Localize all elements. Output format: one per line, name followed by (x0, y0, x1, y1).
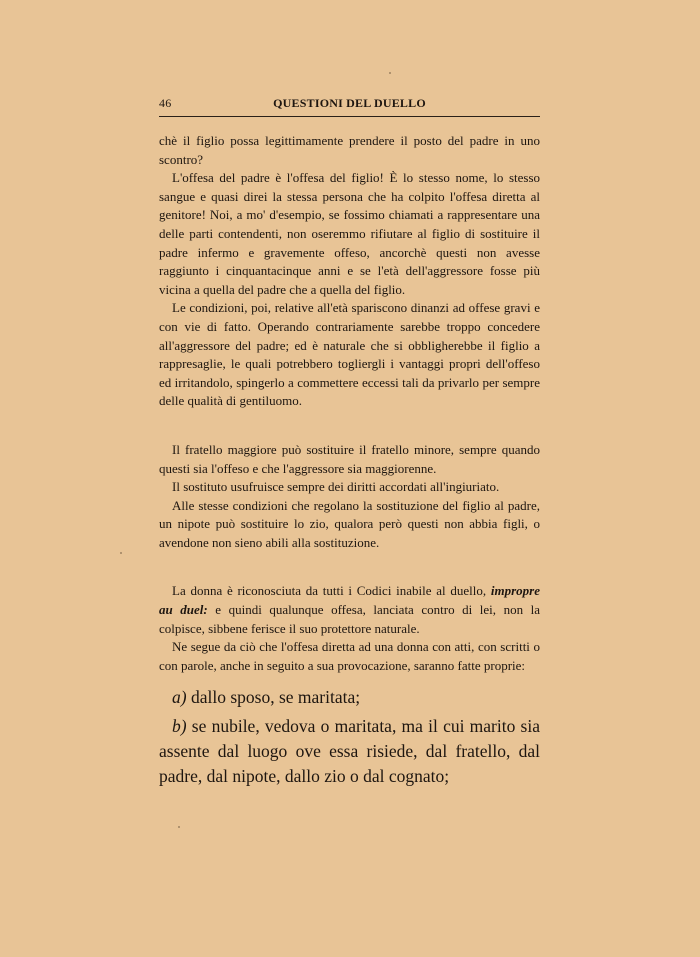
running-header (159, 96, 540, 117)
paragraph-8: Ne segue da ciò che l'offesa diretta ad una donna con atti, con scritti o con parole, anche in seguito a sua provocazione, saranno fatte proprie: (159, 639, 540, 673)
running-title: QUESTIONI DEL DUELLO (273, 96, 426, 110)
paragraph-7-start: La donna è riconosciuta da tutti i Codici inabile al duello, (172, 583, 487, 599)
list-text-a: dallo sposo, se maritata; (190, 687, 361, 708)
paragraph-7-emphasis: impropre au duel: (159, 583, 541, 618)
list-item-a (159, 685, 540, 710)
paragraph-7 (159, 582, 540, 638)
paragraph-3: Le condizioni, poi, relative all'età spariscono dinanzi ad offese gravi e con vie di fatto. Operando contrariamente sarebbe troppo concedere all'aggressore del padre; ed è naturale che si obbligherebbe il figlio a rappresaglie, le quali potrebbero togliergli i vantaggi propri dell'offeso ed irritandolo, spingerlo a commettere eccessi tali da privarlo per sempre delle qualità di gentiluomo. (159, 300, 540, 409)
page-number: 46 (159, 96, 172, 110)
paper-speck (389, 72, 391, 74)
paragraph-5: Il sostituto usufruisce sempre dei diritti accordati all'ingiuriato. (172, 479, 500, 495)
paper-speck (120, 552, 122, 554)
paragraph-2: L'offesa del padre è l'offesa del figlio! È lo stesso nome, lo stesso sangue e quasi direi la stessa persona che ha colpito l'offesa diretta al genitore! Noi, a mo' d'esempio, se fossimo chiamati a rappresentare una delle parti contendenti, non oseremmo rifiutare al figlio di sostituire il padre infermo e gravemente offeso, ancorchè questi non avesse raggiunto i cinquantacinque anni e se l'età dell'aggressore fosse più vicina a quella del padre che a quella del figlio. (159, 170, 540, 297)
list-text-b: se nubile, vedova o maritata, ma il cui marito sia assente dal luogo ove essa risiede, dal fratello, dal padre, dal nipote, dallo zio o dal cognato; (159, 716, 540, 787)
page-body (159, 132, 540, 793)
list-marker-a: a) (172, 687, 187, 708)
enumerated-list (159, 685, 540, 789)
paragraph-7-end: e quindi qualunque offesa, lanciata contro di lei, non la colpisce, sibbene ferisce il suo protettore naturale. (159, 602, 541, 636)
section-gap (159, 552, 540, 582)
paper-speck (178, 826, 180, 828)
paragraph-4: Il fratello maggiore può sostituire il fratello minore, sempre quando questi sia l'offeso e che l'aggressore sia maggiorenne. (159, 441, 540, 476)
paragraph-6: Alle stesse condizioni che regolano la sostituzione del figlio al padre, un nipote può sostituire lo zio, qualora però questi non abbia figli, o avendone non sieno abili alla sostituzione. (159, 497, 540, 550)
list-item-b (159, 714, 540, 789)
paragraph-1: chè il figlio possa legittimamente prendere il posto del padre in uno scontro? (159, 133, 540, 167)
section-gap (159, 411, 540, 441)
list-marker-b: b) (172, 716, 187, 737)
